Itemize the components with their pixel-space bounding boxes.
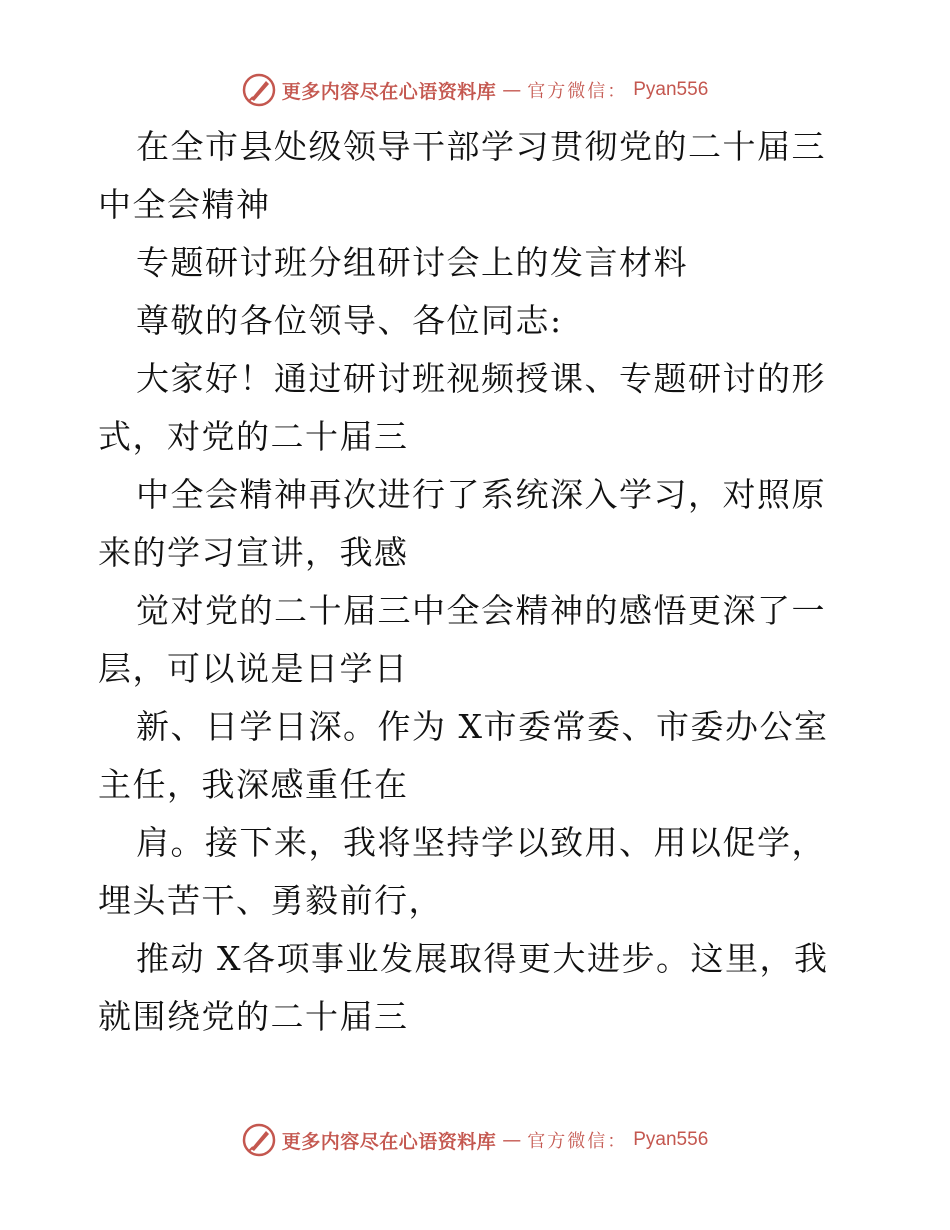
quill-seal-icon (242, 1123, 276, 1157)
document-body (98, 118, 858, 1046)
document-paragraph: 新、日学日深。作为 X市委常委、市委办公室主任，我深感重任在 (98, 707, 829, 804)
document-paragraph: 大家好！通过研讨班视频授课、专题研讨的形式，对党的二十届三 (98, 359, 826, 456)
document-paragraph: 专题研讨班分组研讨会上的发言材料 (136, 243, 688, 282)
watermark-label: 官方微信： (527, 1131, 628, 1152)
watermark-wechat-id: Pyan556 (633, 79, 709, 100)
footer-watermark (0, 1120, 950, 1160)
document-paragraph: 觉对党的二十届三中全会精神的感悟更深了一层，可以说是日学日 (98, 591, 826, 688)
document-paragraph: 推动 X各项事业发展取得更大进步。这里，我就围绕党的二十届三 (98, 939, 829, 1036)
watermark-site-text: 更多内容尽在心语资料库 (281, 1130, 497, 1153)
header-watermark (0, 70, 950, 110)
document-paragraph: 中全会精神再次进行了系统深入学习，对照原来的学习宣讲，我感 (98, 475, 826, 572)
document-paragraph: 在全市县处级领导干部学习贯彻党的二十届三中全会精神 (98, 127, 826, 224)
document-paragraph: 肩。接下来，我将坚持学以致用、用以促学，埋头苦干、勇毅前行， (98, 823, 826, 920)
watermark-wechat-id: Pyan556 (633, 1129, 709, 1150)
watermark-dash: — (502, 79, 522, 101)
watermark-label: 官方微信： (527, 81, 628, 102)
document-paragraph: 尊敬的各位领导、各位同志: (136, 301, 563, 340)
quill-seal-icon (242, 73, 276, 107)
watermark-dash: — (502, 1129, 522, 1151)
watermark-site-text: 更多内容尽在心语资料库 (281, 80, 497, 103)
